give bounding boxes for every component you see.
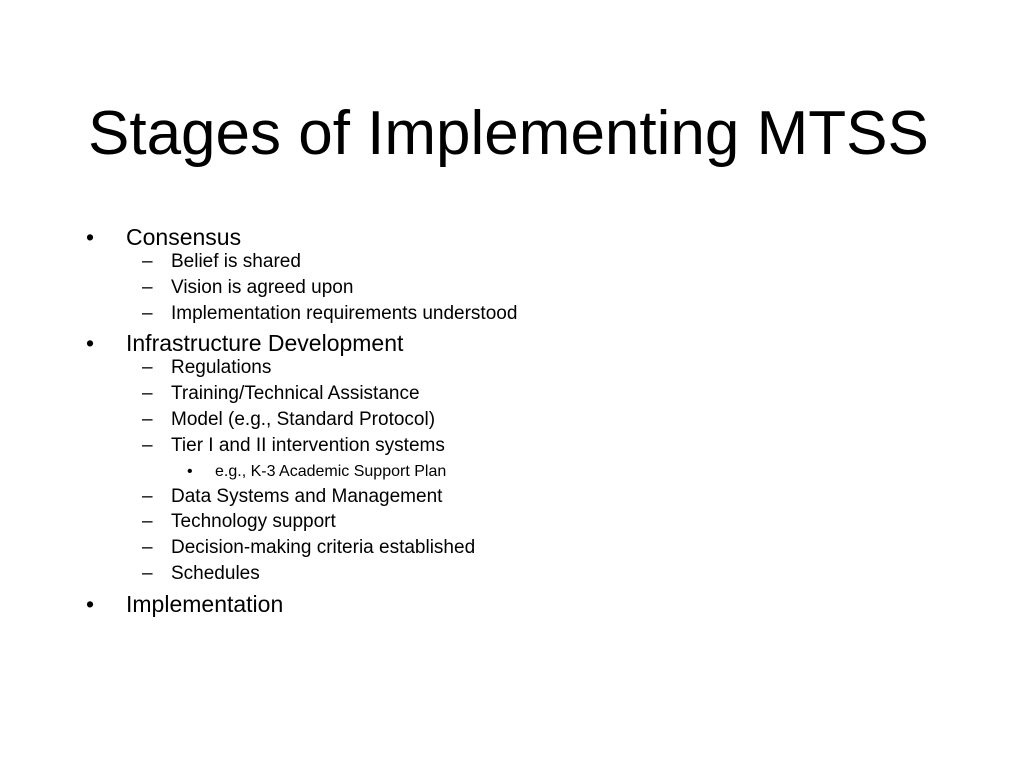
sub-bullet-text: Data Systems and Management (171, 485, 443, 507)
dash-marker: – (142, 562, 153, 584)
sub-bullet-text: Technology support (171, 511, 336, 533)
sub-bullet-text: Decision-making criteria established (171, 537, 476, 559)
dash-marker: – (142, 434, 153, 456)
sub-bullet-schedules (86, 561, 986, 587)
dash-marker: – (142, 537, 153, 559)
sub-bullet-text: Schedules (171, 562, 260, 584)
sub-sub-bullet-text: e.g., K-3 Academic Support Plan (215, 462, 447, 480)
dash-marker: – (142, 357, 153, 379)
dash-marker: – (142, 485, 153, 507)
dash-marker: – (142, 302, 153, 324)
sub-bullet-vision (86, 275, 986, 301)
bullet-text: Infrastructure Development (126, 330, 404, 357)
sub-bullet-text: Tier I and II intervention systems (171, 434, 445, 456)
sub-bullet-regulations (86, 355, 986, 381)
sub-bullet-tier-systems (86, 433, 986, 459)
dash-marker: – (142, 251, 153, 272)
sub-bullet-text: Model (e.g., Standard Protocol) (171, 408, 436, 430)
sub-bullet-data-systems (86, 484, 986, 510)
sub-bullet-training (86, 381, 986, 407)
bullet-list (86, 222, 986, 616)
slide-title: Stages of Implementing MTSS (88, 99, 929, 168)
sub-bullet-requirements (86, 301, 986, 327)
sub-bullet-text: Regulations (171, 357, 272, 379)
bullet-marker: • (86, 590, 95, 617)
bullet-marker: • (86, 224, 95, 250)
bullet-marker: • (187, 462, 193, 480)
dash-marker: – (142, 276, 153, 298)
sub-bullet-text: Vision is agreed upon (171, 276, 354, 298)
dash-marker: – (142, 383, 153, 405)
sub-bullet-decision-making (86, 535, 986, 561)
sub-bullet-technology (86, 509, 986, 535)
bullet-text: Implementation (126, 590, 284, 617)
bullet-infrastructure (86, 328, 986, 355)
dash-marker: – (142, 408, 153, 430)
sub-sub-bullet-k3-plan (86, 461, 986, 483)
sub-bullet-text: Implementation requirements understood (171, 302, 518, 324)
dash-marker: – (142, 511, 153, 533)
sub-bullet-belief (86, 249, 986, 275)
sub-bullet-model (86, 407, 986, 433)
bullet-marker: • (86, 330, 95, 357)
sub-bullet-text: Belief is shared (171, 251, 301, 272)
sub-bullet-text: Training/Technical Assistance (171, 383, 420, 405)
bullet-implementation (86, 589, 986, 616)
bullet-consensus (86, 222, 986, 249)
bullet-text: Consensus (126, 224, 242, 250)
